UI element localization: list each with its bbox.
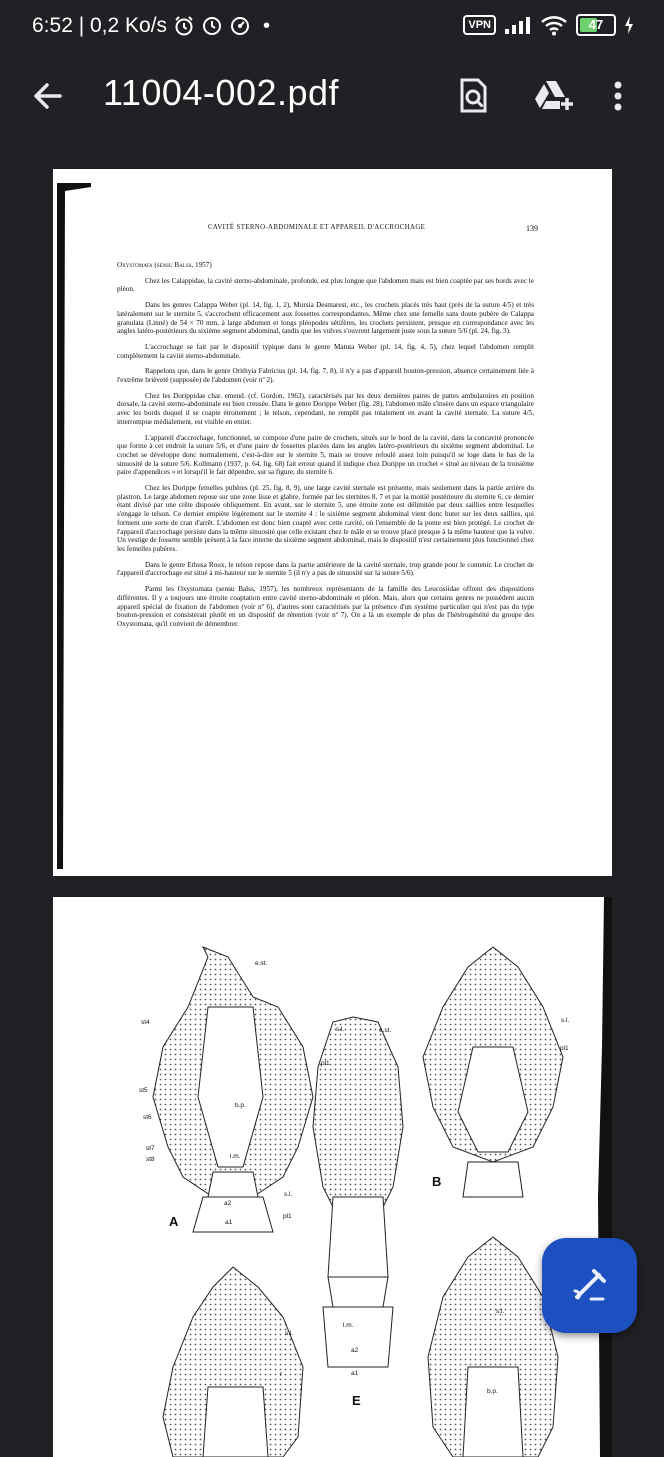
section-heading: Oxystomata (sensu Balss, 1957)	[117, 261, 212, 269]
paragraph: Chez les Calappidae, la cavité sterno-abdominale, profonde, est plus longue que l'abdomen mais est bien coaptée par ses bords avec le pléon.	[117, 276, 534, 294]
panel-label-e: E	[352, 1393, 361, 1408]
wifi-icon	[540, 14, 568, 36]
label-lm-e: l.m.	[343, 1322, 354, 1329]
label-a1: a1	[225, 1219, 233, 1226]
label-st8: st8	[146, 1156, 155, 1163]
time-and-speed: 6:52 | 0,2 Ko/s	[32, 14, 168, 37]
paragraph: L'appareil d'accrochage, fonctionnel, se compose d'une paire de crochets, situés sur le bord de la cavité, dans la concavité prononcée que forme à cet endroit la suture 5/6, et d'une paire de fossettes placées dans les angles latéro-postérieurs du sixième segment abdominal. Le crochet se développe donc normalement, c'est-à-dire sur le sternite 5, mais se trouve refoulé assez loin puisqu'il se loge dans le bas de la sinuosité de la suture 5/6. Kollmann (1937, p. 64, fig. 68) fait erreur quand il indique chez Dorippe un crochet « situé au niveau de la troisième paire d'appendices » et lorsqu'il le fait dépendre, sur sa figure, du sternite 6.	[117, 433, 534, 477]
label-bp-d: b.p.	[487, 1388, 498, 1395]
speed-icon	[229, 15, 251, 37]
find-in-document-button[interactable]	[453, 76, 493, 116]
battery-indicator	[576, 14, 616, 36]
scan-corner-mark	[53, 169, 93, 869]
back-arrow-icon	[28, 76, 68, 116]
charging-icon	[624, 15, 634, 35]
crab-illustrations	[53, 897, 612, 1457]
label-st5: st5	[139, 1087, 148, 1094]
label-st4: st4	[141, 1019, 150, 1026]
paragraph: Chez les Dorippidae char. emend. (cf. Gordon, 1963), caractérisés par les deux dernières paires de pattes ambulatoires en position dorsale, la cavité sterno-abdominale est bien creusée. Dans le genre Dorippe Weber (fig. 28), l'abdomen mâle s'insère dans un espace triangulaire avec les bords duquel il se coapte étroitement ; le telson, cependant, ne remplit pas totalement en avant la cavité sternale. La suture 4/5, interrompue médialement, est visible en entier.	[117, 391, 534, 426]
crab-a-drawing	[153, 947, 313, 1232]
label-est-e: e.st.	[379, 1027, 392, 1034]
annotate-fab-button[interactable]	[542, 1238, 637, 1333]
label-a2-e: a2	[351, 1347, 359, 1354]
drive-add-icon	[533, 76, 575, 116]
label-st7: st7	[146, 1145, 155, 1152]
status-left	[32, 14, 270, 38]
label-sl: s.l.	[336, 1026, 345, 1033]
document-title: 11004-002.pdf	[103, 72, 340, 113]
pdf-page-139	[53, 169, 612, 876]
edit-pen-icon	[567, 1263, 612, 1308]
label-sl-e: s.l.	[284, 1191, 293, 1198]
panel-label-b: B	[432, 1174, 442, 1189]
paragraph: Chez les Dorippe femelles pubères (pl. 25, fig. 8, 9), une large cavité sternale est présente, mais seulement dans la partie arrière du plastron. Le large abdomen repose sur une zone lisse et glabre, formée par les sternites 8, 7 et par la moitié postérieure du sternite 6, ce dernier étant divisé par une crête disposée obliquement. En avant, sur le sternite 5, une étroite zone est délimitée par deux saillies entre lesquelles s'engage le telson. Ce dernier empiète légèrement sur le sternite 4 : le sixième segment abdominal vient donc buter sur les deux saillies, qui forment une sorte de cran d'arrêt. L'abdomen est donc bien coapté avec cette cavité, où l'ensemble de la ponte est bien protégé. Le crochet de l'appareil d'accrochage persiste dans la même sinuosité que celle existant chez le mâle et se trouve placé presque à la même hauteur que la vulve. Un vestige de fossette semble présent à la face interne du sixième segment abdominal, mais le dispositif n'est certainement plus fonctionnel chez les femelles pubères.	[117, 484, 534, 553]
paragraph: Dans le genre Ethusa Roux, le telson repose dans la partie antérieure de la cavité sternale, trop grande pour le contenir. Le crochet de l'appareil d'accrochage est situé à mi-hauteur sur le sternite 5 (il n'y a pas de sinuosité sur la suture 5/6).	[117, 560, 534, 578]
crab-c-drawing	[163, 1267, 303, 1457]
pdf-page-plate	[53, 897, 612, 1457]
crab-d-drawing	[428, 1237, 558, 1457]
label-est: e.st.	[255, 960, 268, 967]
more-vert-icon	[606, 76, 630, 116]
battery-percent: 47	[588, 17, 604, 32]
page-header	[53, 224, 612, 236]
running-head: CAVITÉ STERNO-ABDOMINALE ET APPAREIL D'ACCROCHAGE	[208, 224, 426, 231]
page-number: 139	[526, 224, 538, 233]
label-a2: a2	[224, 1200, 232, 1207]
label-sl-b: s.l.	[561, 1017, 570, 1024]
label-lm: l.m.	[230, 1153, 241, 1160]
label-pl1: pl1	[321, 1060, 330, 1067]
label-pl1-e: pl1	[283, 1213, 292, 1220]
crab-b-drawing	[423, 947, 563, 1197]
label-bp: b.p.	[235, 1102, 246, 1109]
status-right	[463, 14, 634, 36]
dot-indicator: •	[263, 14, 271, 37]
signal-icon	[504, 15, 532, 35]
label-st6: st6	[143, 1114, 152, 1121]
clock-icon	[201, 15, 223, 37]
label-a1-e: a1	[351, 1370, 359, 1377]
more-options-button[interactable]	[606, 76, 630, 116]
body-text	[117, 261, 534, 636]
alarm-icon	[173, 15, 195, 37]
label-pl1-b: pl1	[560, 1045, 569, 1052]
paragraph: Parmi les Oxystomata (sensu Balss, 1957), les nombreux représentants de la famille des Leucosiidae offrent des dispositions différentes. Il y a toujours une étroite coaptation entre cavité sterno-abdominale et pléon. Mais, alors que certains genres ne possèdent aucun appareil spécial de fixation de l'abdomen (voir nº 6), d'autres sont caractérisés par la présence d'un système particulier qui n'est pas du type bouton-pression et consisterait plutôt en un dispositif de rétention (voir nº 7). On a là un exemple de plus de l'hétérogénéité du groupe des Oxystomata, qu'il convient de démembrer.	[117, 585, 534, 628]
panel-label-a: A	[169, 1214, 179, 1229]
paragraph: L'accrochage se fait par le dispositif typique dans le genre Matuta Weber (pl. 14, fig. 4, 5), chez lequel l'abdomen remplit complètement la cavité sterno-abdominale.	[117, 342, 534, 360]
search-document-icon	[453, 76, 493, 116]
app-bar	[0, 60, 664, 130]
paragraph: Dans les genres Calappa Weber (pl. 14, fig. 1, 2), Mursia Desmarest, etc., les crochets placés très haut (près de la suture 4/5) et très latéralement sur le sternite 5, s'accrochent efficacement aux fossettes correspondantes. Même chez une femelle sans doute pubère de Calappa granulata (Linné) de 54 × 70 mm, à large abdomen et longs pléopodes sétifères, les crochets persistent, presque en correspondance avec les angles latéro-postérieurs du sixième segment abdominal, tandis que les vulves s'ouvrent largement juste sous la suture 5/6 (pl. 24, fig. 3).	[117, 301, 534, 336]
status-bar	[0, 0, 664, 60]
paragraph: Rappelons que, dans le genre Orithyia Fabricius (pl. 14, fig. 7, 8), il n'y a pas d'appareil bouton-pression, absence certainement liée à l'extrême brièveté (supposée) de l'abdomen (voir nº 2).	[117, 367, 534, 385]
label-r: r	[280, 1371, 283, 1378]
label-sl-d: s.l.	[496, 1308, 505, 1315]
back-button[interactable]	[28, 76, 68, 116]
label-sl-c: s.l.	[285, 1330, 294, 1337]
crab-e-drawing	[313, 1017, 403, 1367]
add-to-drive-button[interactable]	[533, 76, 573, 116]
vpn-badge: VPN	[463, 15, 496, 35]
